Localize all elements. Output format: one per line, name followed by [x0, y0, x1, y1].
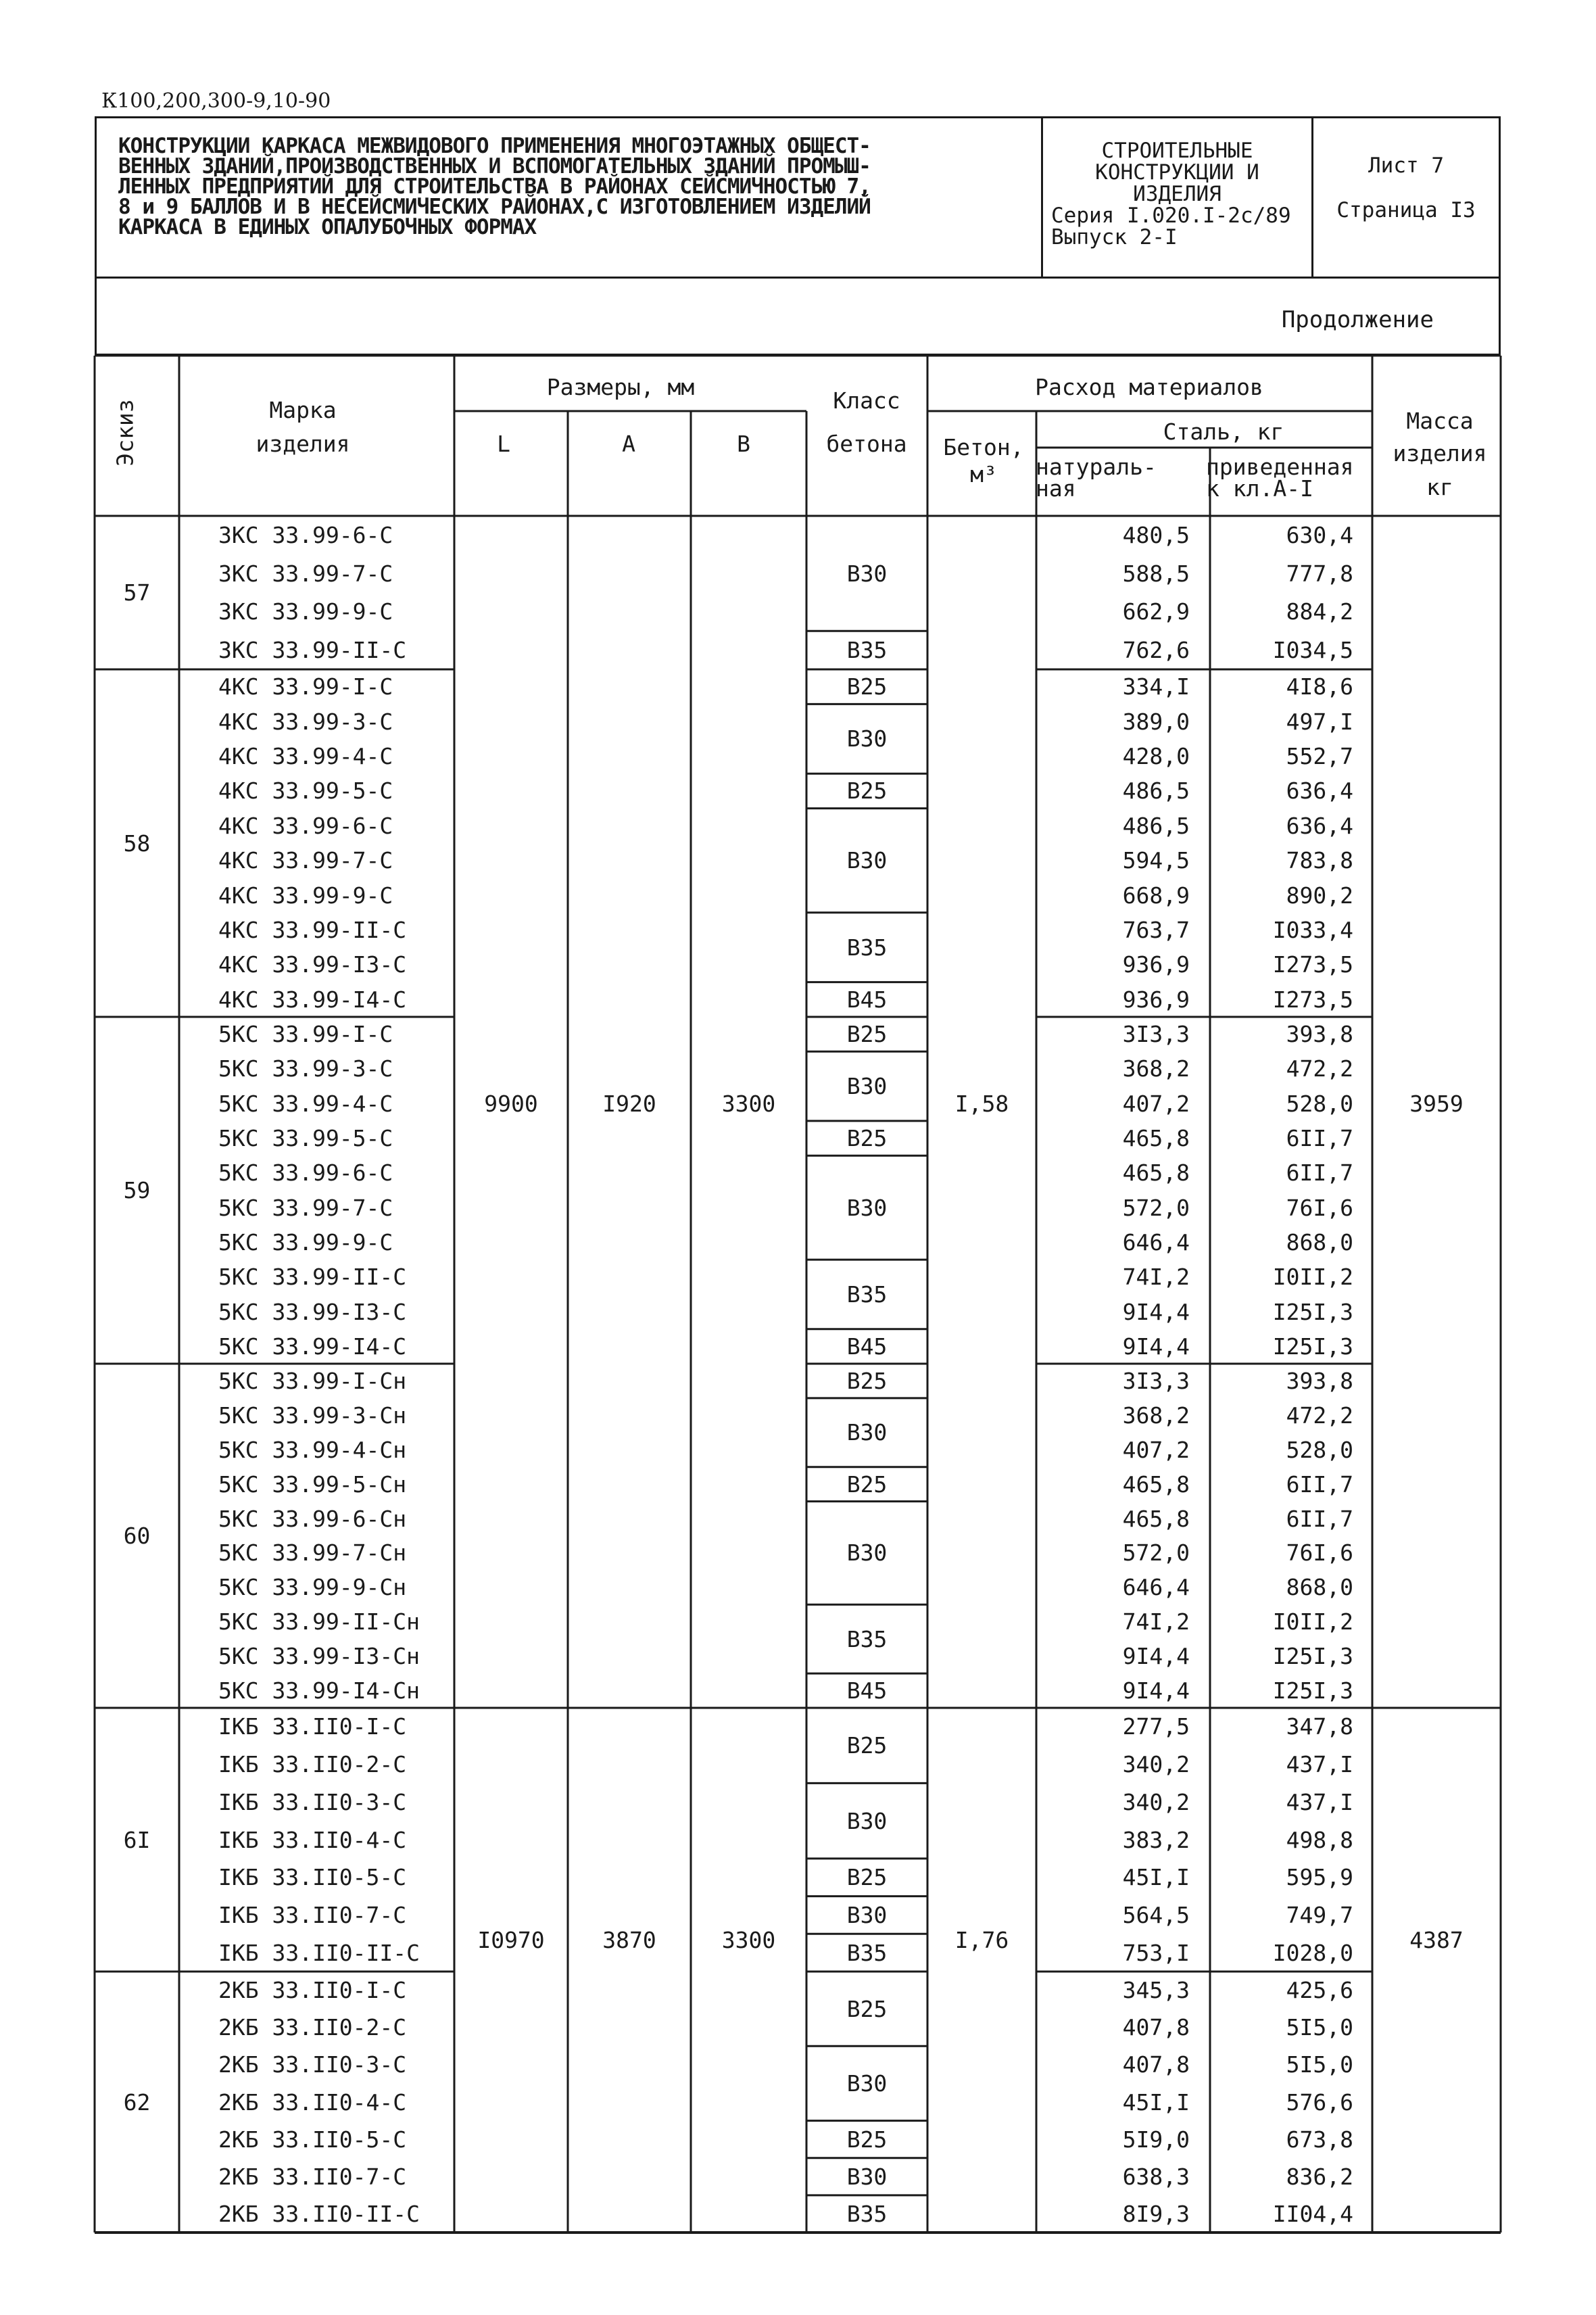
- steel-natural: 45I,I: [1122, 2089, 1190, 2116]
- steel-reduced: I0II,2: [1272, 1608, 1353, 1636]
- concrete-class: В30: [846, 2070, 888, 2097]
- col-concrete-header: Бетон,: [943, 434, 1024, 460]
- col-reduced-header-2: к кл.А-I: [1206, 475, 1313, 502]
- steel-reduced: 673,8: [1286, 2126, 1353, 2153]
- concrete-class: В35: [846, 1625, 888, 1652]
- steel-natural: 5I9,0: [1122, 2126, 1190, 2153]
- product-mark: 3КС 33.99-II-С: [218, 637, 407, 664]
- series-line: Серия I.020.I-2с/89: [1051, 204, 1291, 228]
- steel-natural: 662,9: [1122, 598, 1190, 625]
- product-mark: 2КБ 33.II0-7-С: [218, 2163, 407, 2190]
- col-sketch-header: Эскиз: [112, 399, 139, 467]
- concrete-class: В45: [846, 1677, 888, 1704]
- steel-reduced: I033,4: [1272, 917, 1353, 943]
- steel-reduced: II04,4: [1272, 2200, 1353, 2227]
- concrete-class: В25: [846, 1367, 888, 1394]
- series-line: СТРОИТЕЛЬНЫЕ: [1101, 139, 1253, 163]
- steel-reduced: 347,8: [1286, 1713, 1353, 1740]
- product-mark: 3КС 33.99-7-С: [218, 560, 393, 587]
- product-mark: 4КС 33.99-II-С: [218, 917, 407, 943]
- concrete-class: В30: [846, 560, 888, 587]
- steel-reduced: 836,2: [1286, 2163, 1353, 2190]
- concrete-volume: I,58: [954, 1090, 1009, 1117]
- steel-reduced: 497,I: [1286, 708, 1353, 735]
- steel-natural: 465,8: [1122, 1160, 1190, 1187]
- col-consumption-header: Расход материалов: [1035, 374, 1263, 400]
- col-mass-header-2: изделия: [1393, 440, 1487, 467]
- steel-natural: 277,5: [1122, 1713, 1190, 1740]
- product-mark: 5КС 33.99-3-Сн: [218, 1402, 407, 1429]
- steel-reduced: 890,2: [1286, 882, 1353, 909]
- concrete-class: В35: [846, 1939, 888, 1966]
- concrete-class: В35: [846, 1281, 888, 1308]
- dimension-B: 3300: [721, 1926, 776, 1953]
- steel-natural: 668,9: [1122, 882, 1190, 909]
- continuation-label: Продолжение: [1281, 306, 1434, 333]
- steel-natural: 572,0: [1122, 1194, 1190, 1221]
- steel-natural: 383,2: [1122, 1826, 1190, 1853]
- product-mark: 5КС 33.99-9-Сн: [218, 1574, 407, 1601]
- steel-reduced: I0II,2: [1272, 1264, 1353, 1291]
- steel-reduced: I273,5: [1272, 986, 1353, 1013]
- product-mark: 2КБ 33.II0-2-С: [218, 2014, 407, 2041]
- product-mark: IКБ 33.II0-3-С: [218, 1788, 407, 1815]
- product-mark: 5КС 33.99-II-С: [218, 1264, 407, 1291]
- col-mass-header: Масса: [1406, 408, 1474, 434]
- concrete-class: В30: [846, 1540, 888, 1567]
- steel-reduced: 6II,7: [1286, 1160, 1353, 1187]
- concrete-class: В25: [846, 1995, 888, 2022]
- product-mark: 4КС 33.99-9-С: [218, 882, 393, 909]
- steel-reduced: I25I,3: [1272, 1643, 1353, 1670]
- steel-reduced: 868,0: [1286, 1228, 1353, 1256]
- concrete-class: В30: [846, 1419, 888, 1446]
- steel-natural: 564,5: [1122, 1901, 1190, 1928]
- product-mark: 5КС 33.99-6-Сн: [218, 1505, 407, 1532]
- product-mark: 5КС 33.99-5-Сн: [218, 1471, 407, 1498]
- steel-reduced: 498,8: [1286, 1826, 1353, 1853]
- concrete-class: В25: [846, 1732, 888, 1759]
- col-mark-header: Марка: [269, 397, 337, 423]
- product-mark: 2КБ 33.II0-5-С: [218, 2126, 407, 2153]
- product-mark: 5КС 33.99-9-С: [218, 1228, 393, 1256]
- steel-reduced: 528,0: [1286, 1090, 1353, 1117]
- sketch-number: 6I: [123, 1826, 151, 1853]
- sheet-number: Лист 7: [1368, 153, 1444, 178]
- steel-reduced: 636,4: [1286, 812, 1353, 839]
- concrete-class: В25: [846, 1021, 888, 1048]
- steel-reduced: 4I8,6: [1286, 673, 1353, 700]
- concrete-volume: I,76: [954, 1926, 1009, 1953]
- concrete-class: В30: [846, 1807, 888, 1834]
- steel-natural: 3I3,3: [1122, 1367, 1190, 1394]
- steel-natural: 334,I: [1122, 673, 1190, 700]
- product-mark: 3КС 33.99-9-С: [218, 598, 393, 625]
- steel-natural: 368,2: [1122, 1402, 1190, 1429]
- product-mark: IКБ 33.II0-II-С: [218, 1939, 420, 1966]
- steel-reduced: 393,8: [1286, 1367, 1353, 1394]
- title-line: КОНСТРУКЦИИ КАРКАСА МЕЖВИДОВОГО ПРИМЕНЕНИЯ МНОГОЭТАЖНЫХ ОБЩЕСТ-: [118, 134, 871, 158]
- col-mass-header-3: кг: [1426, 474, 1453, 500]
- concrete-class: В30: [846, 2163, 888, 2190]
- title-line: ВЕННЫХ ЗДАНИЙ,ПРОИЗВОДСТВЕННЫХ И ВСПОМОГАТЕЛЬНЫХ ЗДАНИЙ ПРОМЫШ-: [118, 154, 871, 178]
- product-mass: 4387: [1409, 1926, 1464, 1953]
- title-line: КАРКАСА В ЕДИНЫХ ОПАЛУБОЧНЫХ ФОРМАХ: [118, 215, 537, 239]
- dimension-A: I920: [602, 1090, 656, 1117]
- steel-natural: 345,3: [1122, 1977, 1190, 2004]
- concrete-class: В25: [846, 1125, 888, 1152]
- steel-reduced: 6II,7: [1286, 1125, 1353, 1152]
- product-mark: 5КС 33.99-7-Сн: [218, 1540, 407, 1567]
- page-number: Страница I3: [1336, 198, 1476, 222]
- sketch-number: 60: [123, 1523, 151, 1549]
- product-mark: IКБ 33.II0-5-С: [218, 1864, 407, 1891]
- sketch-number: 57: [123, 579, 151, 606]
- product-mark: 5КС 33.99-I-Сн: [218, 1367, 407, 1394]
- col-mark-header-2: изделия: [256, 431, 350, 457]
- steel-reduced: 630,4: [1286, 521, 1353, 548]
- dimension-L: I0970: [477, 1926, 545, 1953]
- sketch-number: 58: [123, 830, 151, 857]
- steel-reduced: 437,I: [1286, 1751, 1353, 1778]
- product-mark: IКБ 33.II0-2-С: [218, 1751, 407, 1778]
- series-line: ИЗДЕЛИЯ: [1133, 182, 1222, 206]
- series-line: Выпуск 2-I: [1051, 225, 1178, 249]
- product-mark: 2КБ 33.II0-II-С: [218, 2200, 420, 2227]
- product-mark: 5КС 33.99-I3-Сн: [218, 1643, 420, 1670]
- product-mark: 5КС 33.99-5-С: [218, 1125, 393, 1152]
- dimension-A: 3870: [602, 1926, 656, 1953]
- steel-natural: 486,5: [1122, 778, 1190, 805]
- col-L-header: L: [497, 431, 510, 457]
- steel-reduced: 528,0: [1286, 1436, 1353, 1463]
- steel-reduced: 552,7: [1286, 743, 1353, 769]
- steel-natural: 428,0: [1122, 743, 1190, 769]
- product-mark: 4КС 33.99-I3-С: [218, 951, 407, 978]
- col-class-header-2: бетона: [826, 431, 907, 457]
- product-mark: 5КС 33.99-7-С: [218, 1194, 393, 1221]
- steel-natural: 45I,I: [1122, 1864, 1190, 1891]
- steel-reduced: 783,8: [1286, 847, 1353, 874]
- col-class-header: Класс: [833, 387, 900, 414]
- steel-reduced: 636,4: [1286, 778, 1353, 805]
- product-mark: 5КС 33.99-I4-С: [218, 1333, 407, 1360]
- steel-reduced: 393,8: [1286, 1021, 1353, 1048]
- product-mark: IКБ 33.II0-7-С: [218, 1901, 407, 1928]
- product-mark: 5КС 33.99-6-С: [218, 1160, 393, 1187]
- concrete-class: В25: [846, 673, 888, 700]
- steel-natural: 762,6: [1122, 637, 1190, 664]
- product-mark: IКБ 33.II0-4-С: [218, 1826, 407, 1853]
- product-mark: 5КС 33.99-3-С: [218, 1055, 393, 1082]
- concrete-class: В25: [846, 1864, 888, 1891]
- col-A-header: A: [622, 431, 635, 457]
- title-line: ЛЕННЫХ ПРЕДПРИЯТИЙ ДЛЯ СТРОИТЕЛЬСТВА В РАЙОНАХ СЕЙСМИЧНОСТЬЮ 7,: [118, 174, 871, 199]
- steel-reduced: 868,0: [1286, 1574, 1353, 1601]
- steel-reduced: 76I,6: [1286, 1194, 1353, 1221]
- steel-reduced: 5I5,0: [1286, 2014, 1353, 2041]
- product-mark: 5КС 33.99-I-С: [218, 1021, 393, 1048]
- steel-natural: 646,4: [1122, 1228, 1190, 1256]
- steel-reduced: 6II,7: [1286, 1471, 1353, 1498]
- col-natural-header: натураль-: [1036, 454, 1157, 480]
- steel-natural: 486,5: [1122, 812, 1190, 839]
- steel-natural: 753,I: [1122, 1939, 1190, 1966]
- steel-reduced: I034,5: [1272, 637, 1353, 664]
- steel-reduced: 472,2: [1286, 1402, 1353, 1429]
- concrete-class: В45: [846, 1333, 888, 1360]
- steel-natural: 9I4,4: [1122, 1333, 1190, 1360]
- steel-reduced: I25I,3: [1272, 1298, 1353, 1325]
- col-dims-header: Размеры, мм: [546, 374, 695, 400]
- concrete-class: В35: [846, 2200, 888, 2227]
- steel-natural: 389,0: [1122, 708, 1190, 735]
- product-mark: 4КС 33.99-7-С: [218, 847, 393, 874]
- concrete-class: В30: [846, 1194, 888, 1221]
- steel-natural: 572,0: [1122, 1540, 1190, 1567]
- col-reduced-header: приведенная: [1206, 454, 1354, 480]
- product-mark: 2КБ 33.II0-I-С: [218, 1977, 407, 2004]
- steel-natural: 465,8: [1122, 1471, 1190, 1498]
- product-mark: 5КС 33.99-II-Сн: [218, 1608, 420, 1636]
- product-mark: 4КС 33.99-6-С: [218, 812, 393, 839]
- concrete-class: В25: [846, 1471, 888, 1498]
- product-mark: 3КС 33.99-6-С: [218, 521, 393, 548]
- dimension-L: 9900: [484, 1090, 538, 1117]
- steel-reduced: I028,0: [1272, 1939, 1353, 1966]
- col-B-header: B: [737, 431, 750, 457]
- steel-reduced: I25I,3: [1272, 1677, 1353, 1704]
- product-mark: 5КС 33.99-4-С: [218, 1090, 393, 1117]
- steel-natural: 407,8: [1122, 2014, 1190, 2041]
- product-mark: 5КС 33.99-4-Сн: [218, 1436, 407, 1463]
- steel-natural: 8I9,3: [1122, 2200, 1190, 2227]
- product-mark: 4КС 33.99-5-С: [218, 778, 393, 805]
- steel-reduced: 595,9: [1286, 1864, 1353, 1891]
- concrete-class: В30: [846, 847, 888, 874]
- dimension-B: 3300: [721, 1090, 776, 1117]
- steel-reduced: 6II,7: [1286, 1505, 1353, 1532]
- document-code: К100,200,300-9,10-90: [101, 89, 331, 113]
- concrete-class: В25: [846, 2126, 888, 2153]
- steel-reduced: 777,8: [1286, 560, 1353, 587]
- steel-reduced: 76I,6: [1286, 1540, 1353, 1567]
- steel-natural: 74I,2: [1122, 1608, 1190, 1636]
- concrete-class: В35: [846, 934, 888, 961]
- concrete-class: В25: [846, 778, 888, 805]
- steel-reduced: 884,2: [1286, 598, 1353, 625]
- product-mass: 3959: [1409, 1090, 1464, 1117]
- steel-natural: 465,8: [1122, 1125, 1190, 1152]
- steel-natural: 936,9: [1122, 951, 1190, 978]
- steel-natural: 340,2: [1122, 1751, 1190, 1778]
- product-mark: 5КС 33.99-I4-Сн: [218, 1677, 420, 1704]
- steel-reduced: 425,6: [1286, 1977, 1353, 2004]
- steel-reduced: 576,6: [1286, 2089, 1353, 2116]
- steel-reduced: 472,2: [1286, 1055, 1353, 1082]
- steel-natural: 638,3: [1122, 2163, 1190, 2190]
- series-line: КОНСТРУКЦИИ И: [1095, 160, 1259, 185]
- steel-natural: 74I,2: [1122, 1264, 1190, 1291]
- steel-natural: 407,2: [1122, 1436, 1190, 1463]
- col-steel-header: Сталь, кг: [1163, 419, 1284, 445]
- sketch-number: 59: [123, 1177, 151, 1203]
- product-mark: 2КБ 33.II0-3-С: [218, 2051, 407, 2078]
- steel-natural: 9I4,4: [1122, 1298, 1190, 1325]
- steel-natural: 9I4,4: [1122, 1643, 1190, 1670]
- steel-natural: 3I3,3: [1122, 1021, 1190, 1048]
- steel-reduced: I273,5: [1272, 951, 1353, 978]
- product-mark: 2КБ 33.II0-4-С: [218, 2089, 407, 2116]
- steel-natural: 465,8: [1122, 1505, 1190, 1532]
- steel-natural: 936,9: [1122, 986, 1190, 1013]
- steel-natural: 763,7: [1122, 917, 1190, 943]
- title-line: 8 и 9 БАЛЛОВ И В НЕСЕЙСМИЧЕСКИХ РАЙОНАХ,С ИЗГОТОВЛЕНИЕМ ИЗДЕЛИЙ: [118, 195, 871, 219]
- steel-natural: 340,2: [1122, 1788, 1190, 1815]
- steel-natural: 646,4: [1122, 1574, 1190, 1601]
- steel-natural: 594,5: [1122, 847, 1190, 874]
- sketch-number: 62: [123, 2089, 151, 2116]
- steel-natural: 480,5: [1122, 521, 1190, 548]
- col-natural-header-2: ная: [1036, 475, 1076, 502]
- concrete-class: В35: [846, 637, 888, 664]
- product-mark: 4КС 33.99-I4-С: [218, 986, 407, 1013]
- concrete-class: В30: [846, 1073, 888, 1100]
- concrete-class: В30: [846, 725, 888, 753]
- product-mark: IКБ 33.II0-I-С: [218, 1713, 407, 1740]
- concrete-class: В45: [846, 986, 888, 1013]
- steel-natural: 368,2: [1122, 1055, 1190, 1082]
- steel-natural: 407,2: [1122, 1090, 1190, 1117]
- steel-reduced: 5I5,0: [1286, 2051, 1353, 2078]
- steel-natural: 407,8: [1122, 2051, 1190, 2078]
- product-mark: 5КС 33.99-I3-С: [218, 1298, 407, 1325]
- steel-natural: 588,5: [1122, 560, 1190, 587]
- col-concrete-unit: м³: [970, 461, 997, 487]
- steel-reduced: 437,I: [1286, 1788, 1353, 1815]
- steel-natural: 9I4,4: [1122, 1677, 1190, 1704]
- concrete-class: В30: [846, 1901, 888, 1928]
- product-mark: 4КС 33.99-I-С: [218, 673, 393, 700]
- steel-reduced: I25I,3: [1272, 1333, 1353, 1360]
- product-mark: 4КС 33.99-4-С: [218, 743, 393, 769]
- steel-reduced: 749,7: [1286, 1901, 1353, 1928]
- product-mark: 4КС 33.99-3-С: [218, 708, 393, 735]
